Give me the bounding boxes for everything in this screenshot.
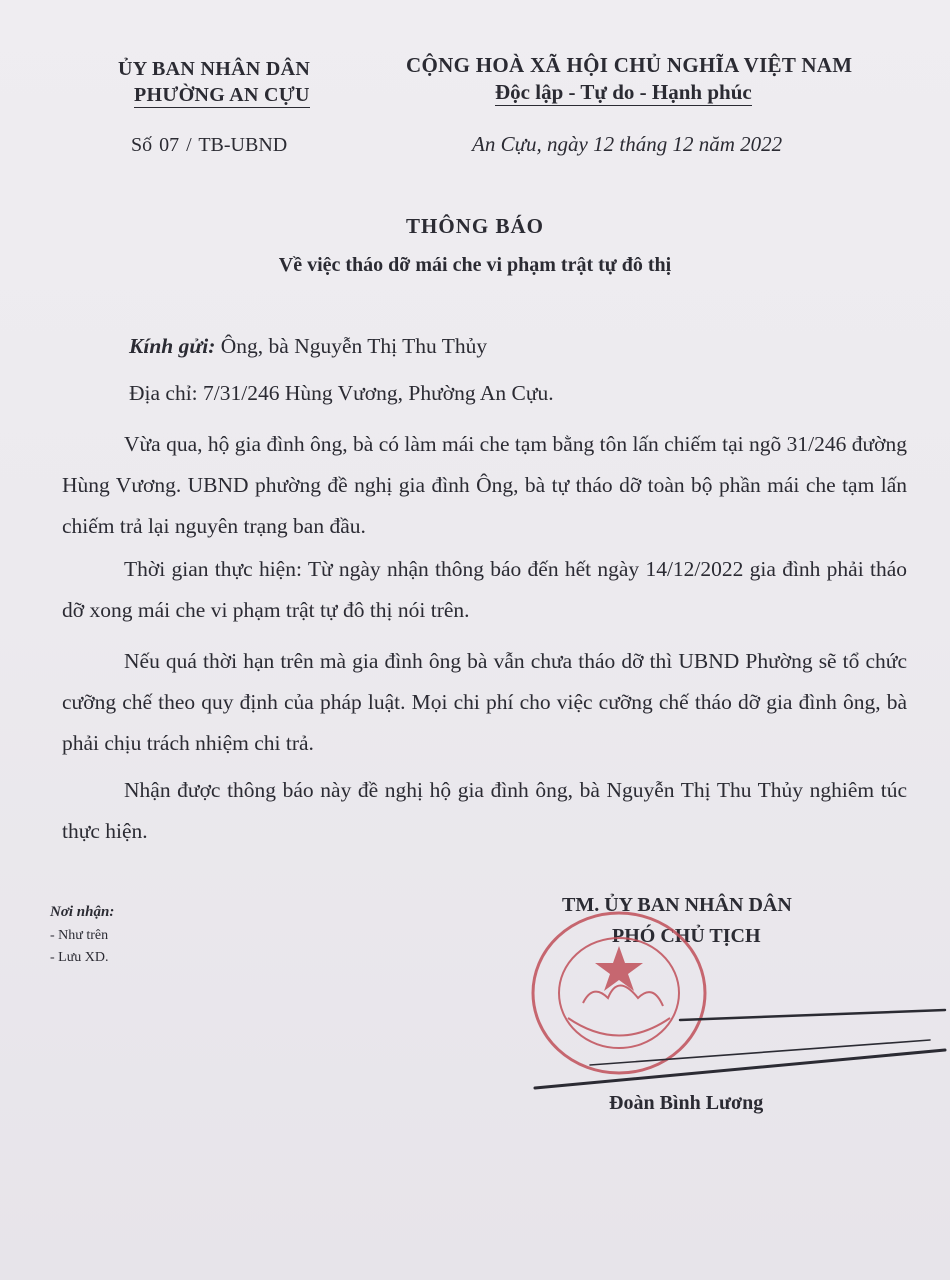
signature-title-line1: TM. ỦY BAN NHÂN DÂN bbox=[562, 894, 792, 916]
recipient-name: Ông, bà Nguyễn Thị Thu Thủy bbox=[220, 334, 488, 358]
recipients-item: - Lưu XD. bbox=[50, 950, 109, 965]
signature-title-line2: PHÓ CHỦ TỊCH bbox=[612, 925, 761, 947]
recipient-label: Kính gửi: bbox=[129, 334, 216, 358]
body-paragraph-1: Vừa qua, hộ gia đình ông, bà có làm mái che tạm bằng tôn lấn chiếm tại ngõ 31/246 đường Hùng Vương. UBND phường đề nghị gia đình Ông, bà tự tháo dỡ toàn bộ phần mái che tạm lấn chiếm trả lại nguyên trạng ban đầu. bbox=[62, 432, 907, 538]
recipients-label: Nơi nhận: bbox=[50, 904, 115, 920]
org-name-line2-text: PHƯỜNG AN CỰU bbox=[134, 84, 310, 106]
body-paragraph-3: Nếu quá thời hạn trên mà gia đình ông bà vẫn chưa tháo dỡ thì UBND Phường sẽ tổ chức cưỡng chế theo quy định của pháp luật. Mọi chi phí cho việc cưỡng chế tháo dỡ gia đình ông, bà phải chịu trách nhiệm chi trả. bbox=[62, 649, 907, 755]
org-name-line2 bbox=[134, 84, 310, 107]
place-date: An Cựu, ngày 12 tháng 12 năm 2022 bbox=[472, 132, 783, 156]
document-number: Số 07 / TB-UBND bbox=[131, 134, 288, 156]
handwritten-signature bbox=[530, 990, 950, 1100]
signer-name: Đoàn Bình Lương bbox=[609, 1092, 764, 1114]
org-name-line1: ỦY BAN NHÂN DÂN bbox=[118, 58, 311, 80]
country-name: CỘNG HOÀ XÃ HỘI CHỦ NGHĨA VIỆT NAM bbox=[406, 53, 853, 77]
document-title: THÔNG BÁO bbox=[406, 214, 544, 238]
recipient-line bbox=[129, 334, 487, 359]
document-subject: Về việc tháo dỡ mái che vi phạm trật tự đô thị bbox=[278, 254, 672, 276]
body-paragraph-2: Thời gian thực hiện: Từ ngày nhận thông báo đến hết ngày 14/12/2022 gia đình phải tháo dỡ xong mái che vi phạm trật tự đô thị nói trên. bbox=[62, 557, 907, 622]
motto bbox=[495, 80, 752, 105]
body-paragraph-4: Nhận được thông báo này đề nghị hộ gia đình ông, bà Nguyễn Thị Thu Thủy nghiêm túc thực hiện. bbox=[62, 778, 907, 843]
recipients-item: - Như trên bbox=[50, 928, 109, 943]
motto-text: Độc lập - Tự do - Hạnh phúc bbox=[495, 80, 752, 104]
recipient-address: Địa chỉ: 7/31/246 Hùng Vương, Phường An Cựu. bbox=[129, 381, 554, 405]
